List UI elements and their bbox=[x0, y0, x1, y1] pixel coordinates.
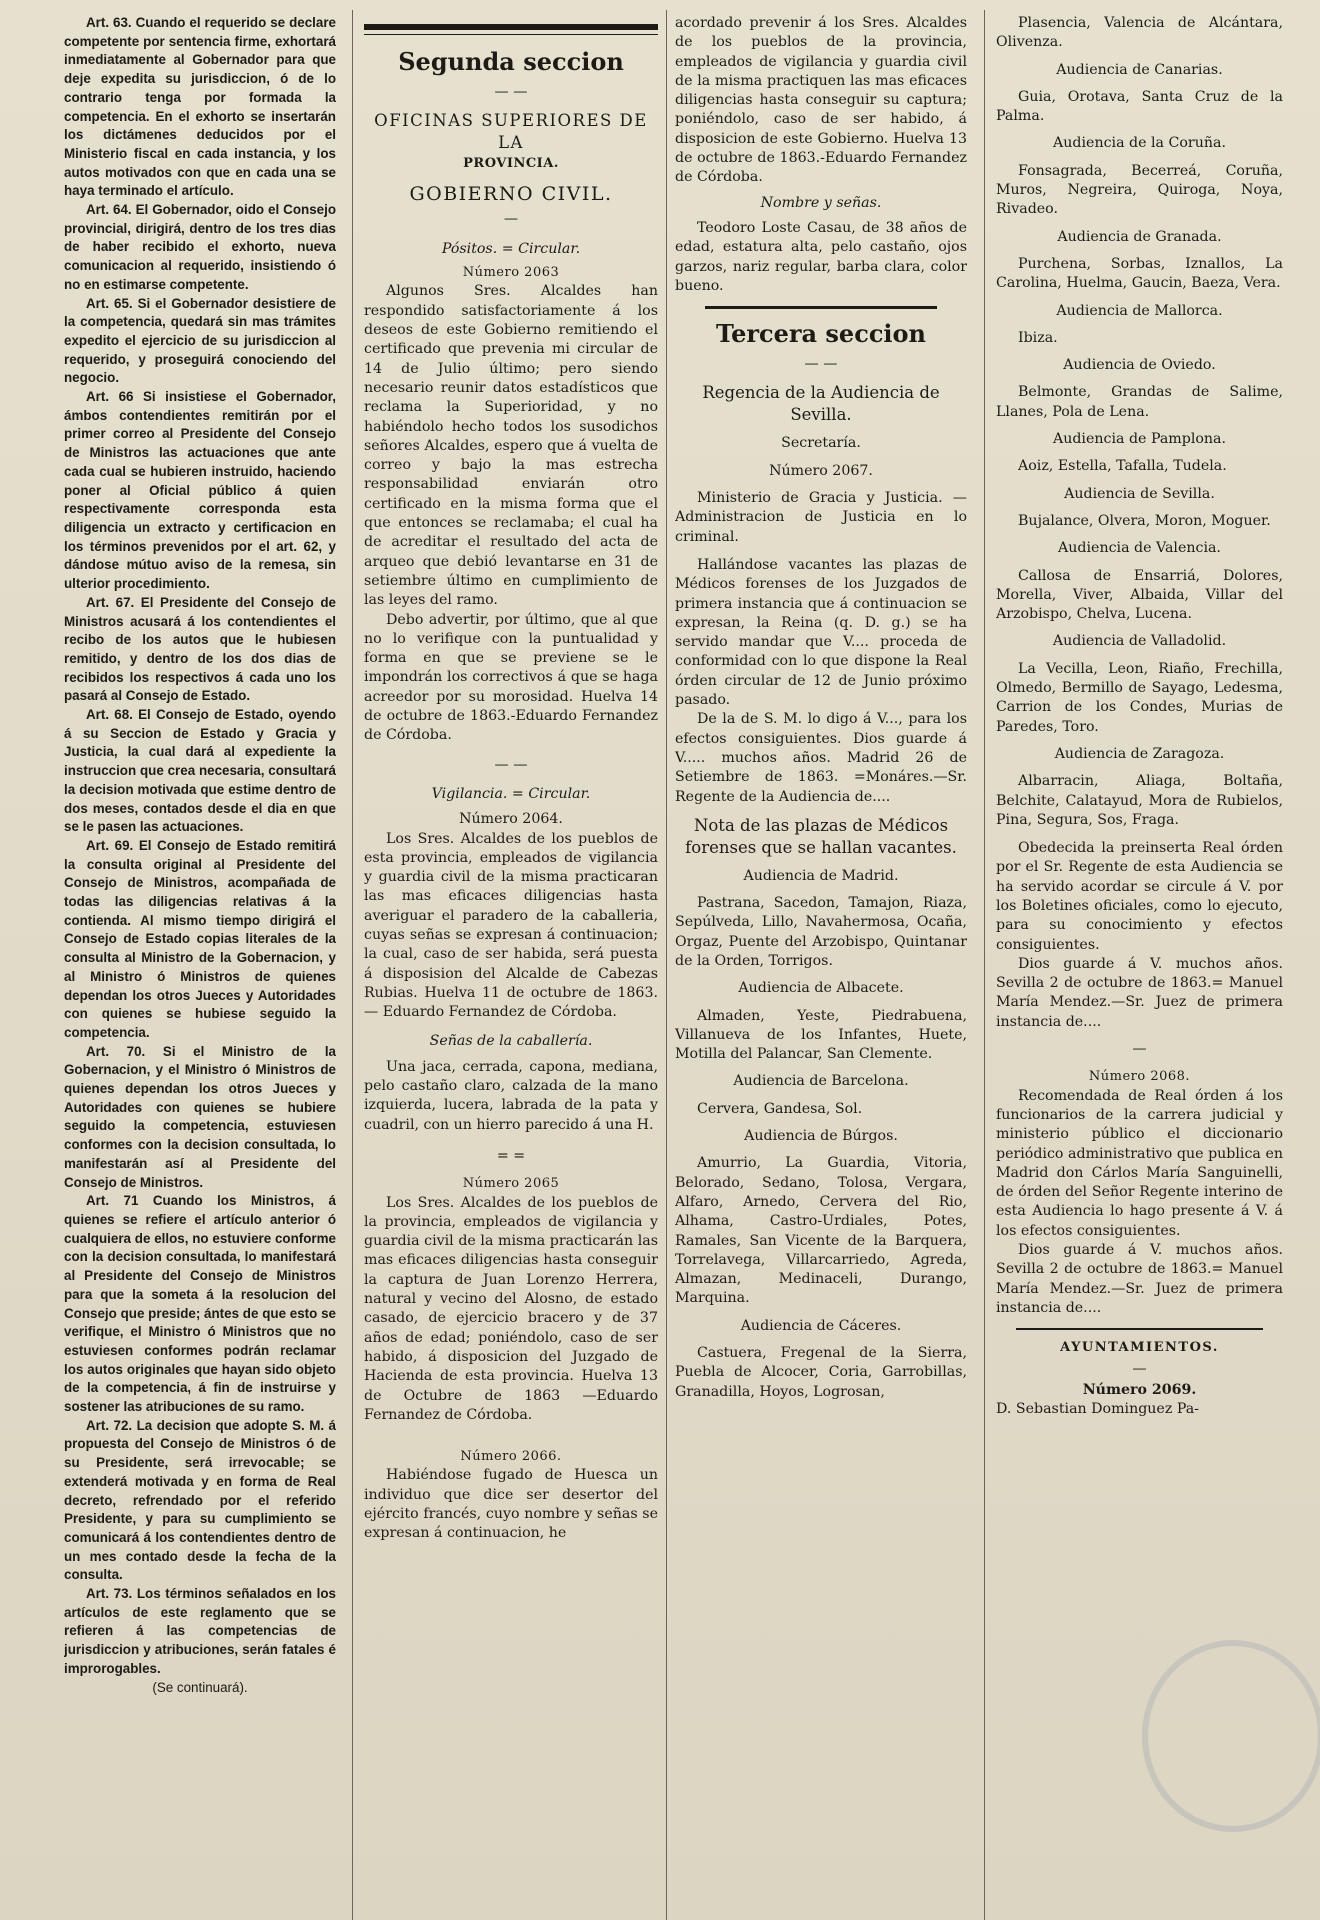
article-69: Art. 69. El Consejo de Estado remitirá la consulta original al Presidente del Consejo de Ministros, acompañada de todas las diligencias relativas á la contienda. Al mismo tiempo dirigirá el Consejo de Estado copias literales de la consulta al Ministro de la Gobernacion, y al Ministro ó Ministros de quienes dependan los otros Jueces y Autoridades con quienes se hubiese seguido la competencia. bbox=[64, 837, 336, 1040]
article-73: Art. 73. Los términos señalados en los artículos de este reglamento que se refieren á las competencias de jurisdiccion y atribuciones, serán fatales é improrogables. bbox=[64, 1586, 336, 1676]
article-64: Art. 64. El Gobernador, oido el Consejo provincial, dirigirá, dentro de los tres dias de haber recibido el exhorto, nueva comunicacion al requerido, insistiendo ó no en estimarse competente. bbox=[64, 202, 336, 292]
notice-text: Recomendada de Real órden á los funcionarios de la carrera judicial y ministerio público el diccionario periódico administrativo que publica en Madrid don Cárlos María Sanguinelli, de órden del Señor Regente interino de esta Audiencia lo hago presente á V. á los efectos consiguientes. bbox=[996, 1087, 1283, 1239]
audiencia-heading: Audiencia de Cáceres. bbox=[740, 1317, 902, 1334]
notice-text: Dios guarde á V. muchos años. Sevilla 2 de octubre de 1863.= Manuel María Mendez.—Sr. Juez de primera instancia de.... bbox=[996, 1242, 1283, 1316]
audiencia-heading: Audiencia de Búrgos. bbox=[744, 1128, 898, 1145]
column-4 bbox=[996, 14, 1283, 1912]
heading-senas: Señas de la caballería. bbox=[429, 1033, 593, 1050]
notice-number: Número 2063 bbox=[462, 265, 560, 281]
audiencia-heading: Audiencia de Mallorca. bbox=[1056, 302, 1223, 319]
section-rule bbox=[364, 24, 658, 30]
notice-number: Número 2065 bbox=[462, 1176, 560, 1192]
audiencia-heading: Audiencia de Pamplona. bbox=[1052, 431, 1227, 448]
place-list: Guia, Orotava, Santa Cruz de la Palma. bbox=[996, 88, 1283, 125]
column-3 bbox=[675, 14, 967, 1912]
notice-number: Número 2069. bbox=[1082, 1381, 1197, 1398]
place-list: Aoiz, Estella, Tafalla, Tudela. bbox=[1018, 458, 1227, 475]
section-rule bbox=[364, 34, 658, 35]
article-71: Art. 71 Cuando los Ministros, á quienes se refiere el artículo anterior ó cualquiera de ellos, no estuviere conforme con la decision consultada, lo manifestará al Presidente del Consejo de Ministros para que la someta á la resolucion del Consejo que preside; ántes de que esto se verifique, el Ministro ó Ministros que no estuviesen conformes podrán reclamar los autos originales que hayan sido objeto de la competencia, á fin de instruirse y sostener las atribuciones de su ramo. bbox=[64, 1193, 336, 1415]
column-divider bbox=[352, 10, 353, 1920]
audiencia-heading: Audiencia de Sevilla. bbox=[1064, 485, 1215, 502]
article-65: Art. 65. Si el Gobernador desistiere de la competencia, quedará sin mas trámites expedito el ejercicio de su jurisdiccion al requerido, y proseguirá conociendo del negocio. bbox=[64, 295, 336, 386]
notice-text: De la de S. M. lo digo á V..., para los efectos consiguientes. Dios guarde á V..... muchos años. Madrid 26 de Setiembre de 1863. =Monáres.—Sr. Regente de la Audiencia de.... bbox=[675, 711, 967, 805]
column-2 bbox=[364, 14, 658, 1912]
audiencia-heading: Audiencia de Valladolid. bbox=[1052, 633, 1227, 650]
office-title: OFICINAS SUPERIORES DE LA bbox=[374, 111, 648, 153]
section-title: Tercera seccion bbox=[715, 319, 927, 349]
audiencia-heading: Audiencia de Oviedo. bbox=[1063, 357, 1216, 374]
place-list: Pastrana, Sacedon, Tamajon, Riaza, Sepúlveda, Lillo, Navahermosa, Ocaña, Orgaz, Puente del Arzobispo, Quintanar de la Orden, Torrigos. bbox=[675, 895, 967, 969]
notice-text: Dios guarde á V. muchos años. Sevilla 2 de octubre de 1863.= Manuel María Mendez.—Sr. Juez de primera instancia de.... bbox=[996, 955, 1283, 1030]
notice-text: D. Sebastian Dominguez Pa- bbox=[996, 1401, 1199, 1418]
continuation-note: (Se continuará). bbox=[152, 1679, 248, 1695]
section-rule bbox=[705, 306, 937, 309]
gov-title: GOBIERNO CIVIL. bbox=[409, 182, 613, 205]
notice-text: Habiéndose fugado de Huesca un individuo que dice ser desertor del ejército francés, cuyo nombre y señas se expresan á continuacion, he bbox=[364, 1467, 658, 1542]
place-list: Amurrio, La Guardia, Vitoria, Belorado, Sedano, Tolosa, Vergara, Alfaro, Arnedo, Cervera del Rio, Alhama, Castro-Urdiales, Potes, Ramales, San Vicente de la Barquera, Torrelavega, Villarcarriedo, Agreda, Almazan, Medinaceli, Durango, Marquina. bbox=[675, 1155, 967, 1307]
audiencia-heading: Audiencia de Albacete. bbox=[738, 980, 904, 997]
notice-text: Teodoro Loste Casau, de 38 años de edad, estatura alta, pelo castaño, ojos garzos, nariz regular, barba clara, color bueno. bbox=[675, 219, 967, 294]
place-list: Cervera, Gandesa, Sol. bbox=[697, 1100, 863, 1117]
place-list: Purchena, Sorbas, Iznallos, La Carolina, Huelma, Gaucin, Baeza, Vera. bbox=[996, 255, 1283, 292]
notice-text: Algunos Sres. Alcaldes han respondido satisfactoriamente á los deseos de este Gobierno remitiendo el certificado que prevenia mi circular de 14 de Julio último; pero siendo necesario reunir datos estadísticos que reclama la Superioridad, y no habiéndolo hecho todos los susodichos señores Alcaldes, espero que á vuelta de correo y bajo la mas estrecha responsabilidad enviarán otro certificado en la misma forma que el que entonces se reclamaba; el cual ha de acreditar el resultado del acta de arqueo que debió levantarse en 31 de setiembre último en cumplimiento de las leyes del ramo. bbox=[364, 283, 658, 609]
place-list: Castuera, Fregenal de la Sierra, Puebla de Alcocer, Coria, Garrobillas, Granadilla, Hoyos, Logrosan, bbox=[675, 1345, 967, 1400]
notice-number: Número 2068. bbox=[1088, 1069, 1191, 1085]
notice-number: Número 2066. bbox=[460, 1449, 562, 1465]
place-list: Albarracin, Aliaga, Boltaña, Belchite, Calatayud, Mora de Rubielos, Pina, Segura, Sos, Fraga. bbox=[996, 773, 1283, 828]
notice-number: Número 2067. bbox=[769, 462, 873, 479]
nota-title: Nota de las plazas de Médicos forenses que se hallan vacantes. bbox=[685, 815, 957, 857]
article-70: Art. 70. Si el Ministro de la Gobernacion, y el Ministro ó Ministros de quienes dependan los otros Jueces y Autoridades con quienes se hubiere seguido la competencia, estuviesen conformes con la decision consultada, lo manifestarán así al Presidente del Consejo de Ministros. bbox=[64, 1043, 336, 1190]
section-title: Segunda seccion bbox=[398, 47, 624, 76]
separator: = = bbox=[496, 1147, 526, 1164]
section-rule bbox=[1016, 1328, 1263, 1330]
heading-vigilancia: Vigilancia. = Circular. bbox=[431, 785, 591, 802]
audiencia-heading: Audiencia de Canarias. bbox=[1056, 61, 1223, 78]
separator: — bbox=[503, 210, 519, 227]
notice-text: acordado prevenir á los Sres. Alcaldes de los pueblos de la provincia, empleados de vigilancia y guardia civil de la misma practiquen las mas eficaces diligencias hasta conseguir su captura; poniéndolo, caso de ser habido, á disposicion de este Gobierno. Huelva 13 de octubre de 1863.-Eduardo Fernandez de Córdoba. bbox=[675, 15, 967, 186]
place-list: Callosa de Ensarriá, Dolores, Morella, Viver, Albaida, Villar del Arzobispo, Chelva, Lucena. bbox=[996, 567, 1283, 623]
place-list: La Vecilla, Leon, Riaño, Frechilla, Olmedo, Bermillo de Sayago, Ledesma, Carrion de los Condes, Murias de Paredes, Toro. bbox=[996, 660, 1283, 735]
audiencia-heading: Audiencia de la Coruña. bbox=[1053, 135, 1226, 152]
place-list: Bujalance, Olvera, Moron, Moguer. bbox=[1018, 512, 1271, 529]
place-list: Almaden, Yeste, Piedrabuena, Villanueva de los Infantes, Huete, Motilla del Palancar, San Clemente. bbox=[675, 1007, 967, 1063]
separator: — — bbox=[494, 84, 528, 100]
separator: — — bbox=[804, 356, 838, 373]
article-63: Art. 63. Cuando el requerido se declare competente por sentencia firme, exhortará inmediatamente al Gobernador para que deje expedita su jurisdiccion, ó de lo contrario tenga por formada la competencia. En el exhorto se insertarán los dictámenes deducidos por el Ministerio fiscal en cada instancia, y los autos motivados con que en cada una se haya terminado el artículo. bbox=[64, 15, 336, 199]
place-list: Ibiza. bbox=[1018, 329, 1058, 346]
notice-text: Debo advertir, por último, que al que no lo verifique con la puntualidad y forma en que se previene se le impondrán los correctivos á que se haga acreedor por su morosidad. Huelva 14 de octubre de 1863.-Eduardo Fernandez de Córdoba. bbox=[364, 611, 658, 744]
notice-text: Una jaca, cerrada, capona, mediana, pelo castaño claro, calzada de la mano izquierda, lucera, labrada de la pata y cuadril, con un hierro parecido á una H. bbox=[364, 1058, 658, 1133]
audiencia-heading: Audiencia de Valencia. bbox=[1058, 540, 1221, 557]
notice-text: Los Sres. Alcaldes de los pueblos de esta provincia, empleados de vigilancia y guardia civil de la misma practicaran las mas eficaces diligencias hasta averiguar el paradero de la caballeria, cuyas señas se expresan á continuacion; la cual, caso de ser habida, será puesta á disposision del Alcalde de Cabezas Rubias. Huelva 11 de octubre de 1863. — Eduardo Fernandez de Córdoba. bbox=[364, 830, 658, 1021]
separator: — bbox=[1132, 1041, 1147, 1058]
place-list: Fonsagrada, Becerreá, Coruña, Muros, Negreira, Quiroga, Noya, Rivadeo. bbox=[996, 162, 1283, 218]
article-67: Art. 67. El Presidente del Consejo de Ministros acusará á los contendientes el recibo de los autos que le hubiesen remitido, y dentro de los dos dias de recibidos los respectivos á cada uno los pasará al Consejo de Estado. bbox=[64, 594, 336, 704]
ministry-line: Ministerio de Gracia y Justicia. —Administracion de Justicia en lo criminal. bbox=[675, 490, 967, 545]
secretaria-label: Secretaría. bbox=[781, 435, 861, 452]
audiencia-heading: Audiencia de Granada. bbox=[1057, 228, 1222, 245]
heading-nombre-senas: Nombre y señas. bbox=[760, 194, 882, 211]
separator: — bbox=[1132, 1360, 1147, 1377]
audiencia-heading: Audiencia de Barcelona. bbox=[733, 1073, 909, 1090]
ayuntamientos-title: AYUNTAMIENTOS. bbox=[1060, 1340, 1219, 1356]
article-68: Art. 68. El Consejo de Estado, oyendo á su Seccion de Estado y Gracia y Justicia, la cual dará al expediente la instruccion que crea necesaria, consultará la decision motivada que estime dentro de dos meses, contados desde el dia en que se le pasen las actuaciones. bbox=[64, 707, 336, 835]
article-66: Art. 66 Si insistiese el Gobernador, ámbos contendientes remitirán por el primer correo al Presidente del Consejo de Ministros las actuaciones que ante cada cual se hubieren instruido, haciendo poner al Oficial público á quien respectivamente corresponda esta diligencia un extracto y certificacion en los términos prevenidos por el art. 62, y dándose mútuo aviso de la remesa, sin ulterior procedimiento. bbox=[64, 389, 336, 592]
regencia-title: Regencia de la Audiencia de Sevilla. bbox=[702, 383, 940, 425]
notice-number: Número 2064. bbox=[459, 811, 563, 828]
library-stamp bbox=[1142, 1640, 1320, 1832]
column-divider bbox=[984, 10, 985, 1920]
notice-text: Los Sres. Alcaldes de los pueblos de la provincia, empleados de vigilancia y guardia civil de la misma practicarán las mas eficaces diligencias hasta conseguir la captura de Juan Lorenzo Herrera, natural y vecino del Alosno, de estado casado, de ejercicio bracero y de 37 años de edad; poniéndolo, caso de ser habido, á disposicion del Juzgado de Hacienda de esta provincia. Huelva 13 de Octubre de 1863 —Eduardo Fernandez de Córdoba. bbox=[364, 1194, 658, 1423]
notice-text: Hallándose vacantes las plazas de Médicos forenses de los Juzgados de primera instancia que á continuacion se expresan, la Reina (q. D. g.) se ha servido mandar que V.... proceda de conformidad con lo que dispone la Real órden circular de 12 de Junio próximo pasado. bbox=[675, 556, 967, 709]
place-list: Belmonte, Grandas de Salime, Llanes, Pola de Lena. bbox=[996, 384, 1283, 420]
separator: — — bbox=[494, 756, 528, 773]
article-72: Art. 72. La decision que adopte S. M. á propuesta del Consejo de Ministros ó de su Presidente, será irrevocable; se extenderá motivada y en forma de Real decreto, refrendado por el referido Presidente, y para su cumplimiento se comunicará á los contendientes dentro de un mes contado desde la fecha de la consulta. bbox=[64, 1417, 336, 1583]
audiencia-heading: Audiencia de Zaragoza. bbox=[1054, 745, 1225, 762]
heading-positos: Pósitos. = Circular. bbox=[441, 240, 581, 257]
column-1 bbox=[64, 14, 336, 1912]
place-list: Plasencia, Valencia de Alcántara, Olivenza. bbox=[996, 15, 1283, 51]
notice-text: Obedecida la preinserta Real órden por el Sr. Regente de esta Audiencia se ha servido acordar se circule á V. por los Boletines oficiales, como lo ejecuto, para su conocimiento y efectos consiguientes. bbox=[996, 840, 1283, 953]
audiencia-heading: Audiencia de Madrid. bbox=[743, 867, 899, 884]
province-label: PROVINCIA. bbox=[463, 156, 559, 172]
column-divider bbox=[666, 10, 667, 1920]
